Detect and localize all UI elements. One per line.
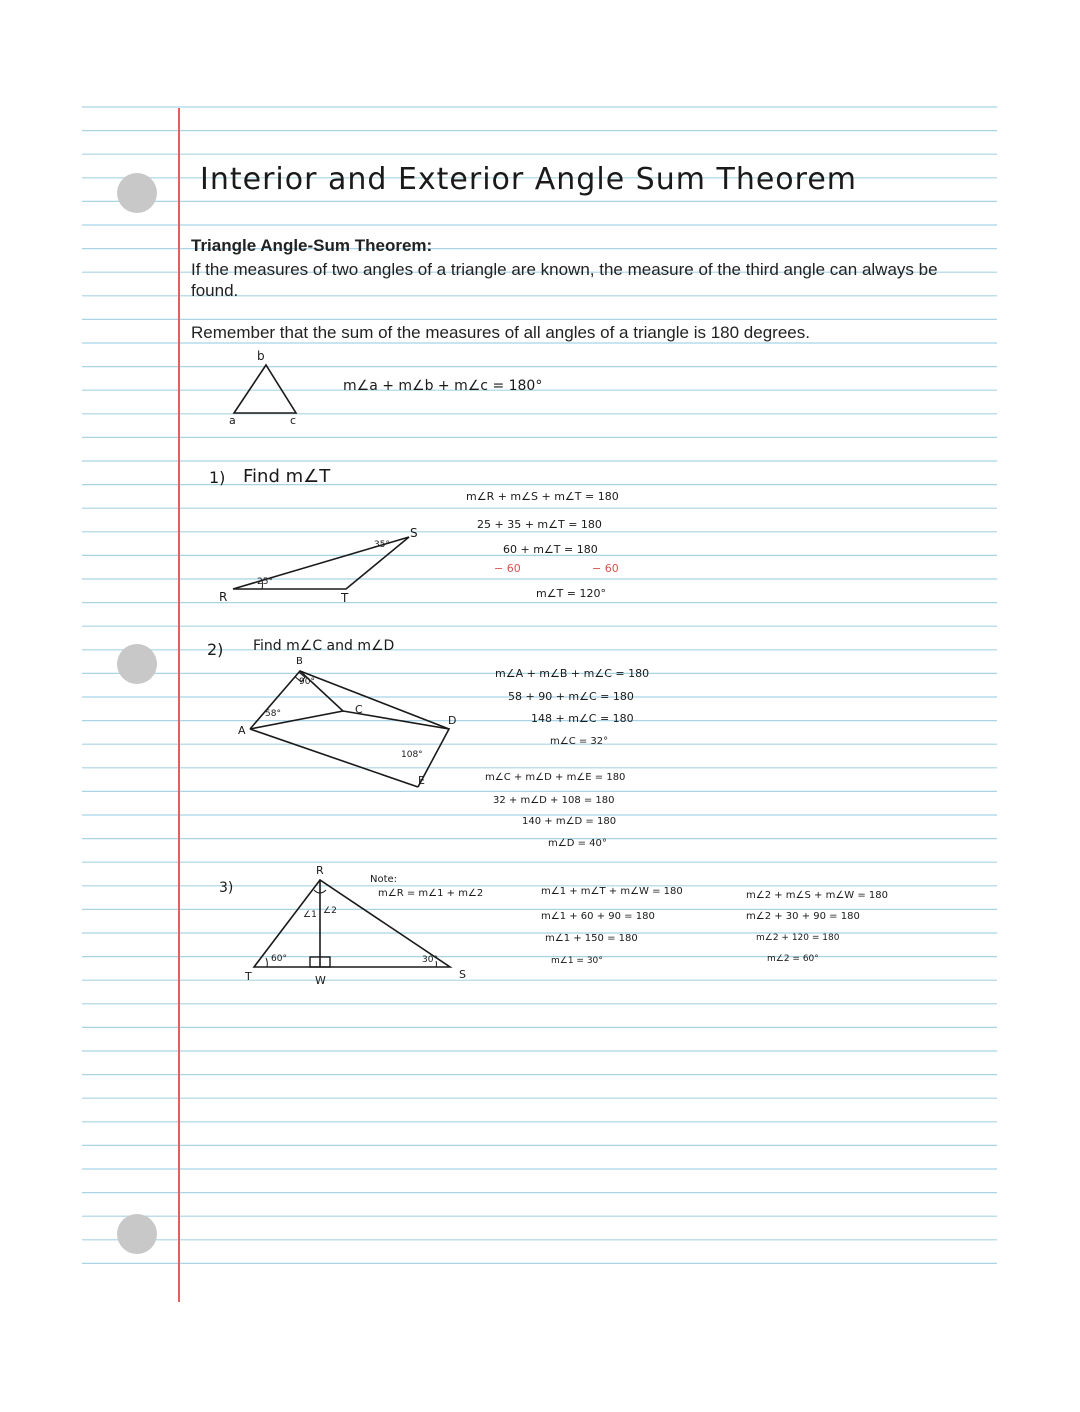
angle-r-value: 25° bbox=[257, 577, 273, 587]
angle-arc-t bbox=[266, 958, 267, 967]
angle-sum-formula: m∠a + m∠b + m∠c = 180° bbox=[343, 378, 543, 394]
label-c: c bbox=[290, 414, 297, 427]
theorem-heading: Triangle Angle-Sum Theorem: bbox=[191, 236, 433, 255]
segment-ae bbox=[250, 729, 418, 787]
problem-2-prompt: Find m∠C and m∠D bbox=[253, 638, 395, 654]
p1-subtract-left: − 60 bbox=[494, 562, 521, 575]
p1-subtract-right: − 60 bbox=[592, 562, 619, 575]
theorem-body: If the measures of two angles of a triangle are known, the measure of the third angle can always be found. bbox=[191, 260, 938, 300]
p3-step-5: m∠2 + m∠S + m∠W = 180 bbox=[746, 890, 889, 901]
label-s: S bbox=[410, 526, 418, 540]
label-r3: R bbox=[316, 864, 324, 877]
remember-text: Remember that the sum of the measures of all angles of a triangle is 180 degrees. bbox=[191, 323, 810, 342]
p1-step-2: 25 + 35 + m∠T = 180 bbox=[477, 518, 602, 531]
problem-3-number: 3) bbox=[219, 880, 234, 896]
angle-b-value: 90° bbox=[299, 677, 315, 687]
label-s3: S bbox=[459, 968, 466, 981]
binder-hole-middle bbox=[117, 644, 157, 684]
angle-s-value: 30° bbox=[422, 955, 438, 965]
p3-step-1: m∠1 + m∠T + m∠W = 180 bbox=[541, 886, 683, 897]
p2-step-7: 140 + m∠D = 180 bbox=[522, 816, 617, 827]
label-a2: A bbox=[238, 724, 246, 737]
label-a: a bbox=[229, 414, 236, 427]
label-b: b bbox=[257, 349, 265, 363]
note-label: Note: bbox=[370, 874, 398, 885]
p2-step-6: 32 + m∠D + 108 = 180 bbox=[493, 795, 615, 806]
p1-answer: m∠T = 120° bbox=[536, 587, 607, 600]
label-w3: W bbox=[315, 974, 326, 987]
p3-step-6: m∠2 + 30 + 90 = 180 bbox=[746, 911, 860, 922]
label-e2: E bbox=[418, 774, 425, 787]
p3-step-4: m∠1 = 30° bbox=[551, 956, 603, 966]
p1-step-3: 60 + m∠T = 180 bbox=[503, 543, 598, 556]
p2-step-5: m∠C + m∠D + m∠E = 180 bbox=[485, 772, 626, 783]
intro-triangle bbox=[234, 365, 296, 413]
problem-1-prompt: Find m∠T bbox=[243, 466, 331, 487]
label-d2: D bbox=[448, 714, 457, 727]
note-text: m∠R = m∠1 + m∠2 bbox=[378, 888, 484, 899]
angle-2-label: ∠2 bbox=[323, 906, 337, 916]
angle-1-label: ∠1 bbox=[303, 910, 317, 920]
binder-hole-top bbox=[117, 173, 157, 213]
label-t3: T bbox=[245, 970, 252, 983]
problem-2-number: 2) bbox=[207, 640, 224, 659]
label-r: R bbox=[219, 590, 228, 604]
p2-step-2: 58 + 90 + m∠C = 180 bbox=[508, 690, 634, 703]
p1-step-1: m∠R + m∠S + m∠T = 180 bbox=[466, 490, 619, 503]
p2-step-3: 148 + m∠C = 180 bbox=[531, 712, 634, 725]
angle-e-value: 108° bbox=[401, 750, 423, 760]
p3-step-3: m∠1 + 150 = 180 bbox=[545, 933, 638, 944]
page-title: Interior and Exterior Angle Sum Theorem bbox=[200, 162, 858, 197]
label-b2: B bbox=[296, 656, 303, 667]
binder-hole-bottom bbox=[117, 1214, 157, 1254]
p3-step-7: m∠2 + 120 = 180 bbox=[756, 933, 840, 943]
angle-t-value: 60° bbox=[271, 954, 287, 964]
p3-step-2: m∠1 + 60 + 90 = 180 bbox=[541, 911, 655, 922]
problem-1-number: 1) bbox=[209, 468, 226, 487]
angle-s-value: 35° bbox=[374, 540, 390, 550]
p2-step-1: m∠A + m∠B + m∠C = 180 bbox=[495, 667, 650, 680]
angle-a-value: 58° bbox=[265, 709, 281, 719]
p2-step-8: m∠D = 40° bbox=[548, 838, 607, 849]
label-c2: C bbox=[355, 703, 363, 716]
p3-step-8: m∠2 = 60° bbox=[767, 954, 819, 964]
p2-step-4: m∠C = 32° bbox=[550, 736, 609, 747]
label-t: T bbox=[341, 591, 349, 605]
